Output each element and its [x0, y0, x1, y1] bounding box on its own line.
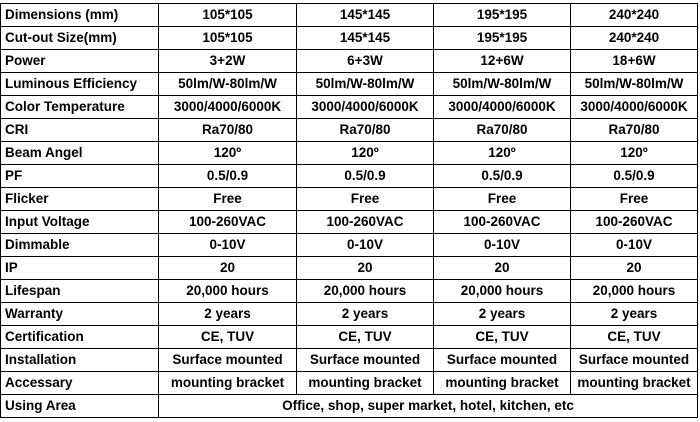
table-cell: 20,000 hours — [434, 280, 571, 303]
table-cell: 0-10V — [297, 234, 434, 257]
table-cell: 120º — [571, 142, 698, 165]
using-area-cell: Office, shop, super market, hotel, kitchen, etc — [159, 395, 698, 418]
table-cell: 3000/4000/6000K — [297, 96, 434, 119]
table-cell: 100-260VAC — [159, 211, 297, 234]
table-row — [1, 142, 698, 165]
table-row — [1, 257, 698, 280]
table-cell: CE, TUV — [297, 326, 434, 349]
table-cell: mounting bracket — [434, 372, 571, 395]
row-label: Beam Angel — [1, 142, 159, 165]
row-label: Lifespan — [1, 280, 159, 303]
row-label: Warranty — [1, 303, 159, 326]
table-cell: 50lm/W-80lm/W — [159, 73, 297, 96]
table-cell: 240*240 — [571, 4, 698, 27]
table-row — [1, 165, 698, 188]
table-cell: Free — [297, 188, 434, 211]
table-cell: 20,000 hours — [297, 280, 434, 303]
table-cell: 50lm/W-80lm/W — [297, 73, 434, 96]
table-cell: Surface mounted — [159, 349, 297, 372]
table-row — [1, 119, 698, 142]
table-row — [1, 73, 698, 96]
table-cell: 105*105 — [159, 4, 297, 27]
table-cell: mounting bracket — [159, 372, 297, 395]
table-cell: 2 years — [434, 303, 571, 326]
table-row — [1, 234, 698, 257]
table-row-using-area — [1, 395, 698, 418]
table-cell: 3000/4000/6000K — [159, 96, 297, 119]
row-label: Luminous Efficiency — [1, 73, 159, 96]
table-cell: 3+2W — [159, 50, 297, 73]
table-cell: 195*195 — [434, 27, 571, 50]
table-cell: 20 — [297, 257, 434, 280]
table-row — [1, 188, 698, 211]
row-label: Certification — [1, 326, 159, 349]
table-cell: 145*145 — [297, 4, 434, 27]
table-cell: mounting bracket — [571, 372, 698, 395]
table-cell: Free — [159, 188, 297, 211]
table-cell: 50lm/W-80lm/W — [571, 73, 698, 96]
spec-table — [0, 3, 698, 418]
table-cell: 20 — [571, 257, 698, 280]
table-row — [1, 303, 698, 326]
table-cell: Free — [571, 188, 698, 211]
row-label: Using Area — [1, 395, 159, 418]
spec-table-body — [1, 4, 698, 418]
table-cell: Ra70/80 — [571, 119, 698, 142]
table-cell: 100-260VAC — [297, 211, 434, 234]
row-label: Installation — [1, 349, 159, 372]
table-cell: 0.5/0.9 — [434, 165, 571, 188]
table-cell: 3000/4000/6000K — [571, 96, 698, 119]
table-cell: 120º — [159, 142, 297, 165]
table-cell: 145*145 — [297, 27, 434, 50]
table-cell: 20 — [434, 257, 571, 280]
table-row — [1, 349, 698, 372]
table-cell: CE, TUV — [159, 326, 297, 349]
row-label: Accessary — [1, 372, 159, 395]
row-label: Cut-out Size(mm) — [1, 27, 159, 50]
table-cell: 20 — [159, 257, 297, 280]
table-cell: Surface mounted — [571, 349, 698, 372]
table-cell: 2 years — [297, 303, 434, 326]
table-cell: 240*240 — [571, 27, 698, 50]
table-cell: 2 years — [571, 303, 698, 326]
table-cell: mounting bracket — [297, 372, 434, 395]
table-cell: 120º — [297, 142, 434, 165]
table-cell: 6+3W — [297, 50, 434, 73]
table-row — [1, 27, 698, 50]
table-cell: 100-260VAC — [434, 211, 571, 234]
table-cell: 120º — [434, 142, 571, 165]
table-cell: Ra70/80 — [434, 119, 571, 142]
row-label: Power — [1, 50, 159, 73]
table-cell: 20,000 hours — [571, 280, 698, 303]
table-cell: 20,000 hours — [159, 280, 297, 303]
row-label: CRI — [1, 119, 159, 142]
table-row — [1, 4, 698, 27]
table-cell: 0-10V — [434, 234, 571, 257]
table-row — [1, 96, 698, 119]
table-cell: 18+6W — [571, 50, 698, 73]
table-row — [1, 326, 698, 349]
row-label: PF — [1, 165, 159, 188]
table-cell: 100-260VAC — [571, 211, 698, 234]
table-row — [1, 211, 698, 234]
table-cell: 195*195 — [434, 4, 571, 27]
table-cell: Surface mounted — [297, 349, 434, 372]
table-cell: Surface mounted — [434, 349, 571, 372]
table-cell: 50lm/W-80lm/W — [434, 73, 571, 96]
table-cell: Ra70/80 — [297, 119, 434, 142]
row-label: IP — [1, 257, 159, 280]
table-cell: 105*105 — [159, 27, 297, 50]
table-cell: 0.5/0.9 — [571, 165, 698, 188]
row-label: Dimensions (mm) — [1, 4, 159, 27]
table-cell: 0.5/0.9 — [297, 165, 434, 188]
table-cell: 2 years — [159, 303, 297, 326]
row-label: Dimmable — [1, 234, 159, 257]
table-cell: Free — [434, 188, 571, 211]
table-cell: 0.5/0.9 — [159, 165, 297, 188]
table-cell: 0-10V — [571, 234, 698, 257]
row-label: Color Temperature — [1, 96, 159, 119]
row-label: Input Voltage — [1, 211, 159, 234]
table-cell: CE, TUV — [434, 326, 571, 349]
table-cell: 0-10V — [159, 234, 297, 257]
table-row — [1, 50, 698, 73]
table-cell: 3000/4000/6000K — [434, 96, 571, 119]
table-cell: 12+6W — [434, 50, 571, 73]
table-cell: Ra70/80 — [159, 119, 297, 142]
row-label: Flicker — [1, 188, 159, 211]
table-cell: CE, TUV — [571, 326, 698, 349]
table-row — [1, 280, 698, 303]
table-row — [1, 372, 698, 395]
